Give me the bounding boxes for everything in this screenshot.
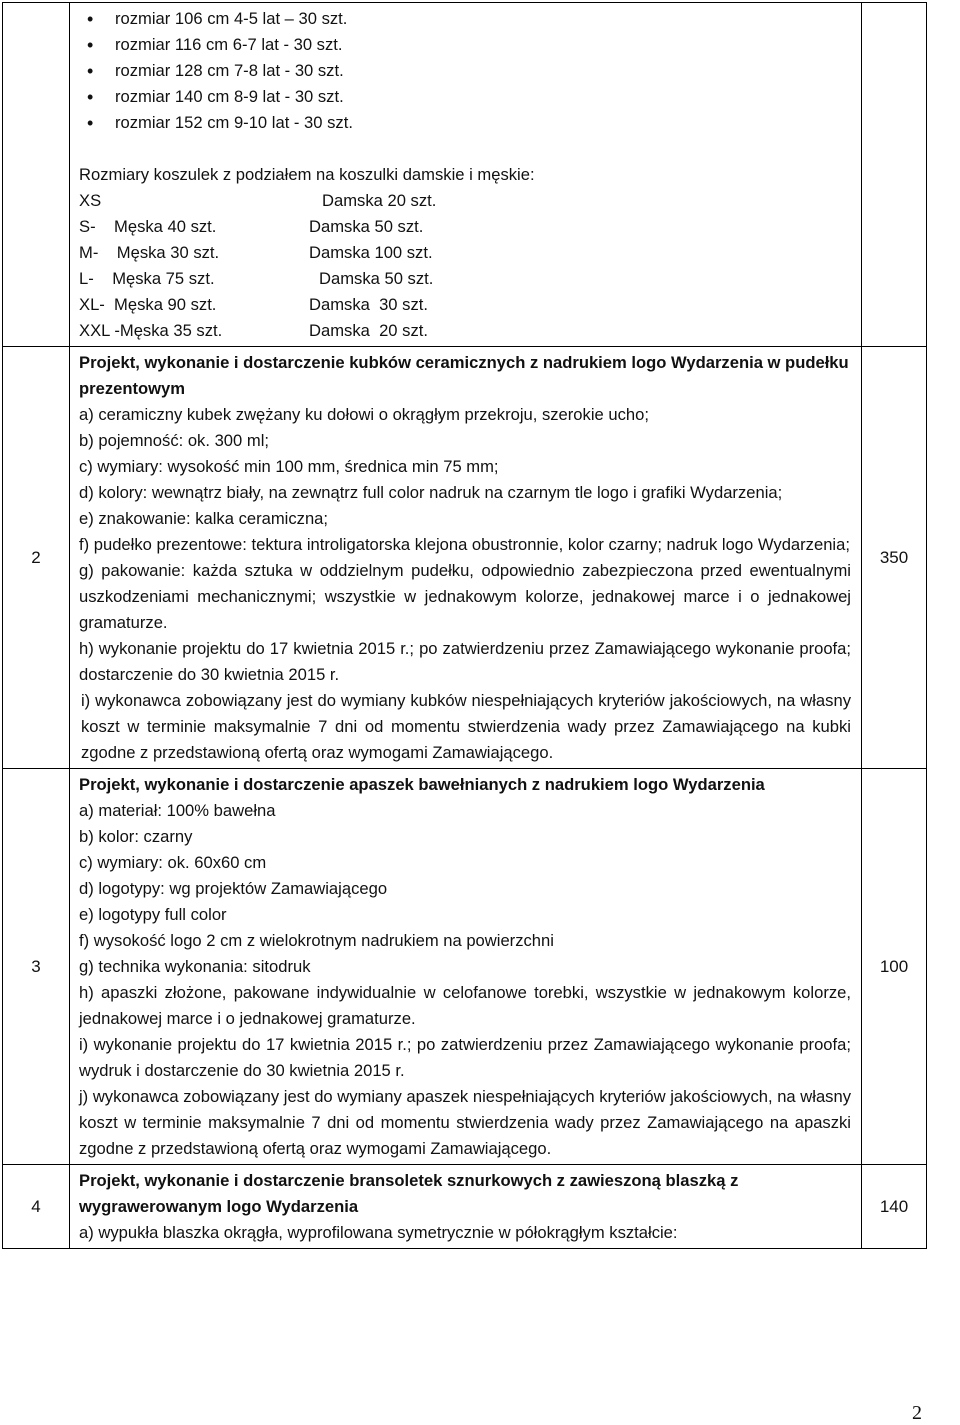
spec-line: a) ceramiczny kubek zwężany ku dołowi o okrągłym przekroju, szerokie ucho; — [79, 405, 649, 424]
size-women: Damska 20 szt. — [309, 321, 428, 340]
quantity: 140 — [862, 1165, 927, 1249]
spec-line: b) pojemność: ok. 300 ml; — [79, 431, 269, 450]
list-item: • rozmiar 106 cm 4-5 lat – 30 szt. — [79, 6, 851, 32]
size-men: S- Męska 40 szt. — [79, 217, 217, 236]
description-cell — [70, 3, 862, 347]
size-women: Damska 30 szt. — [309, 295, 428, 314]
size-men: XXL -Męska 35 szt. — [79, 321, 223, 340]
row-number-cell — [3, 3, 70, 347]
spec-line: i) wykonawca zobowiązany jest do wymiany kubków niespełniających kryteriów jakościowych, na własny koszt w terminie maksymalnie 7 dni od momentu stwierdzenia wady przez Zamawiającego na kubki zgodne z przedstawioną ofertą oraz wymogami Zamawiającego. — [81, 691, 851, 762]
size-women: Damska 50 szt. — [319, 269, 434, 288]
size-men: L- Męska 75 szt. — [79, 269, 215, 288]
description-cell — [70, 347, 862, 769]
table-row-4 — [3, 1165, 927, 1249]
spec-line: h) apaszki złożone, pakowane indywidualnie w celofanowe torebki, wszystkie w jednakowym kolorze, jednakowej marce i o jednakowej gramaturze. — [79, 983, 851, 1028]
spec-line: e) logotypy full color — [79, 905, 227, 924]
size-row — [79, 292, 851, 318]
size-women: Damska 50 szt. — [309, 217, 424, 236]
spec-line: f) wysokość logo 2 cm z wielokrotnym nadrukiem na powierzchni — [79, 931, 554, 950]
table-row-continuation — [3, 3, 927, 347]
description-cell — [70, 769, 862, 1165]
list-item: • rozmiar 128 cm 7-8 lat - 30 szt. — [79, 58, 851, 84]
spec-line: f) pudełko prezentowe: tektura introligatorska klejona obustronnie, kolor czarny; nadruk logo Wydarzenia; — [79, 535, 850, 554]
item-title: Projekt, wykonanie i dostarczenie kubków ceramicznych z nadrukiem logo Wydarzenia w pudełku prezentowym — [79, 353, 849, 398]
size-row — [79, 240, 851, 266]
row-number: 3 — [3, 769, 70, 1165]
item-title: Projekt, wykonanie i dostarczenie bransoletek sznurkowych z zawieszoną blaszką z wygrawerowanym logo Wydarzenia — [79, 1171, 739, 1216]
table-row-2 — [3, 347, 927, 769]
size-men: XS — [79, 191, 102, 210]
spec-line: c) wymiary: ok. 60x60 cm — [79, 853, 267, 872]
size-men: XL- Męska 90 szt. — [79, 295, 217, 314]
specification-table — [2, 2, 927, 1249]
spec-line: g) technika wykonania: sitodruk — [79, 957, 311, 976]
spec-line: g) pakowanie: każda sztuka w oddzielnym pudełku, odpowiednio zabezpieczona przed ewentualnymi uszkodzeniami mechanicznymi; wszystkie w jednakowym kolorze, jednakowej marce i o jednakowej gramaturze. — [79, 561, 851, 632]
list-item: • rozmiar 116 cm 6-7 lat - 30 szt. — [79, 32, 851, 58]
spec-line: h) wykonanie projektu do 17 kwietnia 2015 r.; po zatwierdzeniu przez Zamawiającego wykonanie proofa; dostarczenie do 30 kwietnia 2015 r. — [79, 639, 851, 684]
row-number: 4 — [3, 1165, 70, 1249]
spec-line: a) wypukła blaszka okrągła, wyprofilowana symetrycznie w półokrągłym kształcie: — [79, 1223, 678, 1242]
table-row-3 — [3, 769, 927, 1165]
spec-line: c) wymiary: wysokość min 100 mm, średnica min 75 mm; — [79, 457, 499, 476]
quantity: 100 — [862, 769, 927, 1165]
item-title: Projekt, wykonanie i dostarczenie apaszek bawełnianych z nadrukiem logo Wydarzenia — [79, 775, 765, 794]
description-cell — [70, 1165, 862, 1249]
list-item: • rozmiar 140 cm 8-9 lat - 30 szt. — [79, 84, 851, 110]
spec-line: e) znakowanie: kalka ceramiczna; — [79, 509, 329, 528]
size-row — [79, 188, 851, 214]
size-row — [79, 266, 851, 292]
size-women: Damska 20 szt. — [322, 191, 437, 210]
spec-line: i) wykonanie projektu do 17 kwietnia 2015 r.; po zatwierdzeniu przez Zamawiającego wykonanie proofa; wydruk i dostarczenie do 30 kwietnia 2015 r. — [79, 1035, 851, 1080]
quantity-cell — [862, 3, 927, 347]
spec-line: d) kolory: wewnątrz biały, na zewnątrz full color nadruk na czarnym tle logo i grafiki Wydarzenia; — [79, 483, 783, 502]
list-item: • rozmiar 152 cm 9-10 lat - 30 szt. — [79, 110, 851, 136]
spec-line: j) wykonawca zobowiązany jest do wymiany apaszek niespełniających kryteriów jakościowych, na własny koszt w terminie maksymalnie 7 dni od momentu stwierdzenia wady przez Zamawiającego na apaszki zgodne z przedstawioną ofertą oraz wymogami Zamawiającego. — [79, 1087, 851, 1158]
size-women: Damska 100 szt. — [309, 243, 433, 262]
size-men: M- Męska 30 szt. — [79, 243, 220, 262]
page-number: 2 — [912, 1402, 922, 1424]
size-row — [79, 214, 851, 240]
sizes-heading: Rozmiary koszulek z podziałem na koszulki damskie i męskie: — [79, 165, 535, 184]
size-row — [79, 318, 851, 344]
kids-size-list — [79, 6, 851, 136]
spec-line: d) logotypy: wg projektów Zamawiającego — [79, 879, 388, 898]
row-number: 2 — [3, 347, 70, 769]
quantity: 350 — [862, 347, 927, 769]
spec-line: a) materiał: 100% bawełna — [79, 801, 276, 820]
spec-line: b) kolor: czarny — [79, 827, 193, 846]
